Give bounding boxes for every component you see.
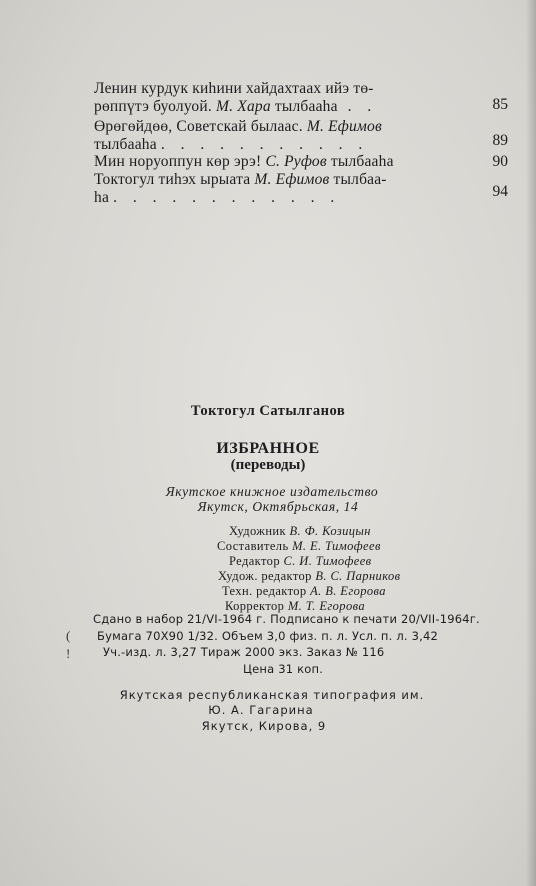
credit-proofreader: Корректор М. Т. Егорова <box>225 599 365 613</box>
margin-mark: ! <box>66 646 71 661</box>
tech-line-4: Цена 31 коп. <box>243 662 324 676</box>
toc-translator: С. Руфов <box>265 153 327 170</box>
toc-translator: М. Хара <box>216 98 271 115</box>
toc-text: Өрөгөйдөө, Советскай былаас. <box>94 118 307 135</box>
publisher-name: Якутское книжное издательство <box>165 484 379 499</box>
printer-line-1: Якутская республиканская типография им. <box>119 688 425 702</box>
toc-entry-2-line-1 <box>94 118 382 136</box>
toc-leader-dots: . . . . . . . . . . . . <box>113 189 341 206</box>
toc-text: тылбааhа <box>270 98 338 115</box>
toc-page-number: 90 <box>492 153 508 170</box>
margin-mark: ( <box>66 628 71 643</box>
credit-artist: Художник В. Ф. Козицын <box>229 524 371 538</box>
book-title: ИЗБРАННОЕ <box>216 440 320 457</box>
printer-line-2: Ю. А. Гагарина <box>208 703 314 717</box>
toc-text: Токтогул тиhэх ырыата <box>94 171 255 188</box>
tech-line-2: Бумага 70X90 1/32. Объем 3,0 физ. п. л. Усл. п. л. 3,42 <box>97 629 439 643</box>
toc-page-number: 89 <box>492 132 508 149</box>
toc-entry-4-line-1 <box>94 171 387 189</box>
credit-compiler: Составитель М. Е. Тимофеев <box>217 539 381 553</box>
toc-entry-1-line-1: Ленин курдук киhини хайдахтаах ийэ тө- <box>94 80 374 97</box>
credit-tech-editor: Техн. редактор А. В. Егорова <box>222 584 386 598</box>
tech-line-1: Сдано в набор 21/VI-1964 г. Подписано к печати 20/VII-1964г. <box>93 612 480 626</box>
toc-page-number: 94 <box>492 183 508 200</box>
toc-entry-1-line-2 <box>94 98 377 116</box>
printer-line-3: Якутск, Кирова, 9 <box>201 719 327 733</box>
toc-text: Мин норуоппун көр эрэ! <box>94 153 266 170</box>
tech-line-3: Уч.-изд. л. 3,27 Тираж 2000 экз. Заказ № 116 <box>103 645 385 659</box>
toc-entry-2-line-2 <box>94 136 368 154</box>
toc-page-number: 85 <box>492 96 508 113</box>
toc-text: тылбааhа <box>94 136 161 153</box>
toc-leader-dots: . . <box>337 98 378 115</box>
author-name: Токтогул Сатылганов <box>190 403 346 419</box>
toc-translator: М. Ефимов <box>254 171 330 188</box>
toc-entry-4-line-2 <box>94 189 340 207</box>
credit-art-editor: Худож. редактор В. С. Парников <box>218 569 401 583</box>
book-subtitle: (переводы) <box>230 457 306 473</box>
toc-text: рөппүтэ буолуой. <box>94 98 217 115</box>
toc-text: тылбааhа <box>326 153 394 170</box>
credit-editor: Редактор С. И. Тимофеев <box>229 554 372 568</box>
toc-text: тылбаа- <box>329 171 387 188</box>
toc-leader-dots: . . . . . . . . . . . <box>160 136 369 153</box>
publisher-address: Якутск, Октябрьская, 14 <box>197 499 359 514</box>
toc-translator: М. Ефимов <box>306 118 382 135</box>
toc-text: hа <box>94 189 114 206</box>
toc-entry-3 <box>94 153 394 171</box>
